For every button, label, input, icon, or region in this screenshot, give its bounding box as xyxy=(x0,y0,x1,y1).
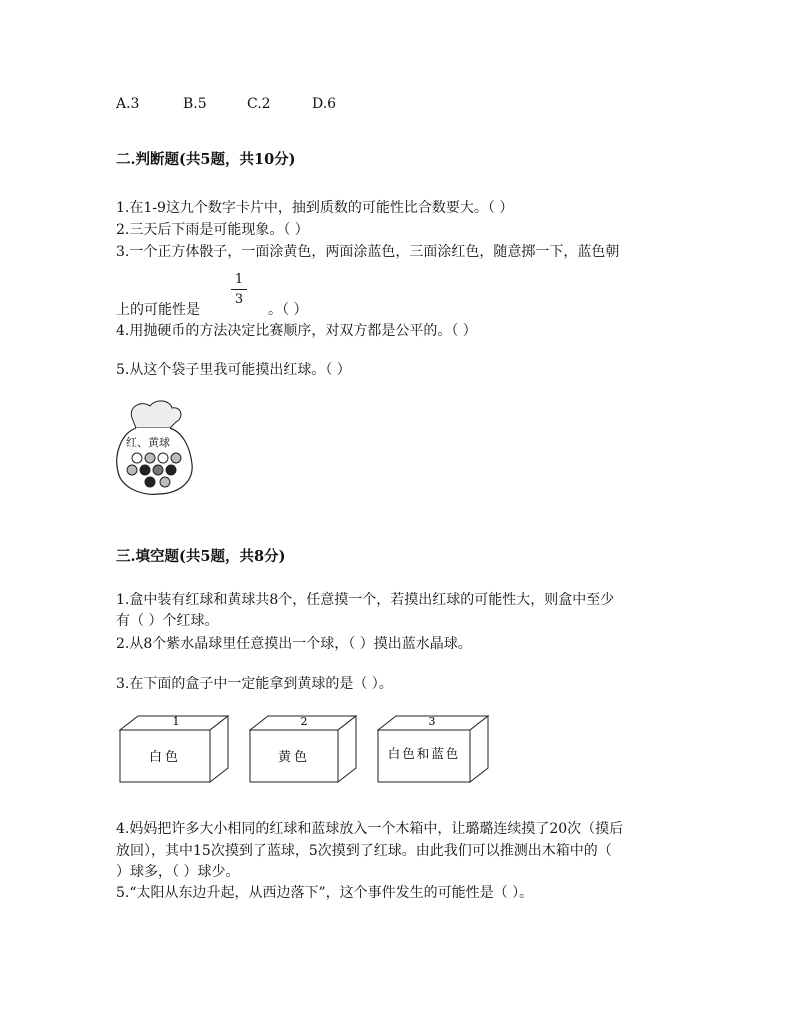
ball-light xyxy=(145,453,155,463)
fill-q2: 2.从8个紫水晶球里任意摸出一个球，（ ）摸出蓝水晶球。 xyxy=(116,636,472,652)
judge-q5: 5.从这个袋子里我可能摸出红球。（ ） xyxy=(116,362,351,378)
fraction-one-third xyxy=(231,272,247,307)
ball-light xyxy=(160,477,170,487)
box-2 xyxy=(250,715,356,782)
option-b: B.5 xyxy=(183,96,207,112)
box-number: 3 xyxy=(428,715,436,728)
fraction-denominator: 3 xyxy=(234,292,244,307)
section-2-title: 二.判断题(共5题，共10分) xyxy=(116,151,296,168)
box-label: 白色 xyxy=(148,750,182,765)
box-label: 白色和蓝色 xyxy=(387,746,461,761)
ball-light xyxy=(171,453,181,463)
fill-q3: 3.在下面的盒子中一定能拿到黄球的是（ ）。 xyxy=(116,676,393,692)
ball-light xyxy=(127,465,137,475)
fill-q4-line1: 4.妈妈把许多大小相同的红球和蓝球放入一个木箱中，让璐璐连续摸了20次（摸后 xyxy=(116,821,624,837)
box-number: 1 xyxy=(172,715,180,728)
judge-q2: 2.三天后下雨是可能现象。（ ） xyxy=(116,222,309,238)
fill-q4-line3: ）球多，（ ）球少。 xyxy=(116,864,240,880)
bag-tie xyxy=(131,401,181,428)
judge-q3-line2-suffix: 。（ ） xyxy=(268,302,308,318)
fraction-bar xyxy=(231,289,247,290)
fill-q5: 5.“太阳从东边升起，从西边落下”，这个事件发生的可能性是（ ）。 xyxy=(116,885,534,901)
ball-mid xyxy=(153,465,163,475)
ball-dark xyxy=(166,465,176,475)
box-3 xyxy=(378,715,488,782)
section-3-title: 三.填空题(共5题，共8分) xyxy=(116,548,286,565)
judge-q3-line2-prefix: 上的可能性是 xyxy=(116,302,200,318)
fill-q4-line2: 放回），其中15次摸到了蓝球，5次摸到了红球。由此我们可以推测出木箱中的（ xyxy=(116,843,612,859)
fill-q1-line2: 有（ ）个红球。 xyxy=(116,613,219,629)
fraction-numerator: 1 xyxy=(234,272,244,287)
option-a: A.3 xyxy=(116,96,140,112)
judge-q3-line1: 3.一个正方体骰子，一面涂黄色，两面涂蓝色，三面涂红色，随意掷一下，蓝色朝 xyxy=(116,244,620,260)
box-number: 2 xyxy=(300,715,308,728)
option-c: C.2 xyxy=(247,96,271,112)
box-1 xyxy=(120,715,228,782)
bag-label: 红、黄球 xyxy=(126,436,170,449)
ball-white xyxy=(158,453,168,463)
bag-illustration xyxy=(110,398,200,498)
box-label: 黄色 xyxy=(277,750,311,765)
ball-white xyxy=(132,453,142,463)
judge-q1: 1.在1-9这九个数字卡片中，抽到质数的可能性比合数要大。（ ） xyxy=(116,200,514,216)
fill-q1-line1: 1.盒中装有红球和黄球共8个，任意摸一个，若摸出红球的可能性大，则盒中至少 xyxy=(116,592,615,608)
option-d: D.6 xyxy=(312,96,337,112)
judge-q4: 4.用抛硬币的方法决定比赛顺序，对双方都是公平的。（ ） xyxy=(116,323,477,339)
ball-dark xyxy=(145,477,155,487)
boxes-illustration xyxy=(118,712,498,786)
ball-dark xyxy=(140,465,150,475)
